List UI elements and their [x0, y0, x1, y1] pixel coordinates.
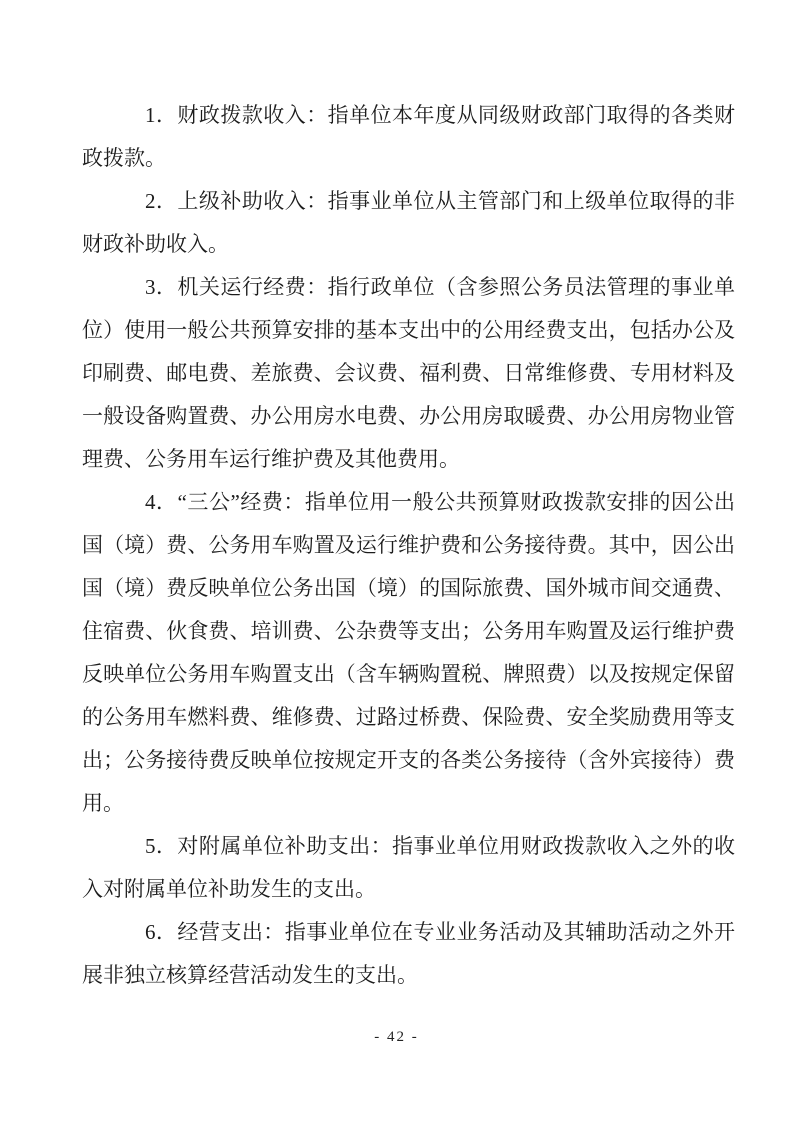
- definition-paragraph-5: 5．对附属单位补助支出：指事业单位用财政拨款收入之外的收入对附属单位补助发生的支出。: [82, 834, 735, 901]
- definition-paragraph-6: 6．经营支出：指事业单位在专业业务活动及其辅助活动之外开展非独立核算经营活动发生的支出。: [82, 920, 735, 987]
- definition-paragraph-2: 2．上级补助收入：指事业单位从主管部门和上级单位取得的非财政补助收入。: [82, 189, 735, 256]
- definition-paragraph-1: 1．财政拨款收入：指单位本年度从同级财政部门取得的各类财政拨款。: [82, 103, 735, 170]
- definition-paragraph-4: 4．“三公”经费：指单位用一般公共预算财政拨款安排的因公出国（境）费、公务用车购置及运行维护费和公务接待费。其中，因公出国（境）费反映单位公务出国（境）的国际旅费、国外城市间交通费、住宿费、伙食费、培训费、公杂费等支出；公务用车购置及运行维护费反映单位公务用车购置支出（含车辆购置税、牌照费）以及按规定保留的公务用车燃料费、维修费、过路过桥费、保险费、安全奖励费用等支出；公务接待费反映单位按规定开支的各类公务接待（含外宾接待）费用。: [82, 490, 735, 815]
- page-footer: [0, 1028, 793, 1046]
- page-number: - 42 -: [374, 1029, 419, 1045]
- document-body: [82, 94, 735, 997]
- definition-paragraph-3: 3．机关运行经费：指行政单位（含参照公务员法管理的事业单位）使用一般公共预算安排的基本支出中的公用经费支出，包括办公及印刷费、邮电费、差旅费、会议费、福利费、日常维修费、专用材料及一般设备购置费、办公用房水电费、办公用房取暖费、办公用房物业管理费、公务用车运行维护费及其他费用。: [82, 275, 735, 471]
